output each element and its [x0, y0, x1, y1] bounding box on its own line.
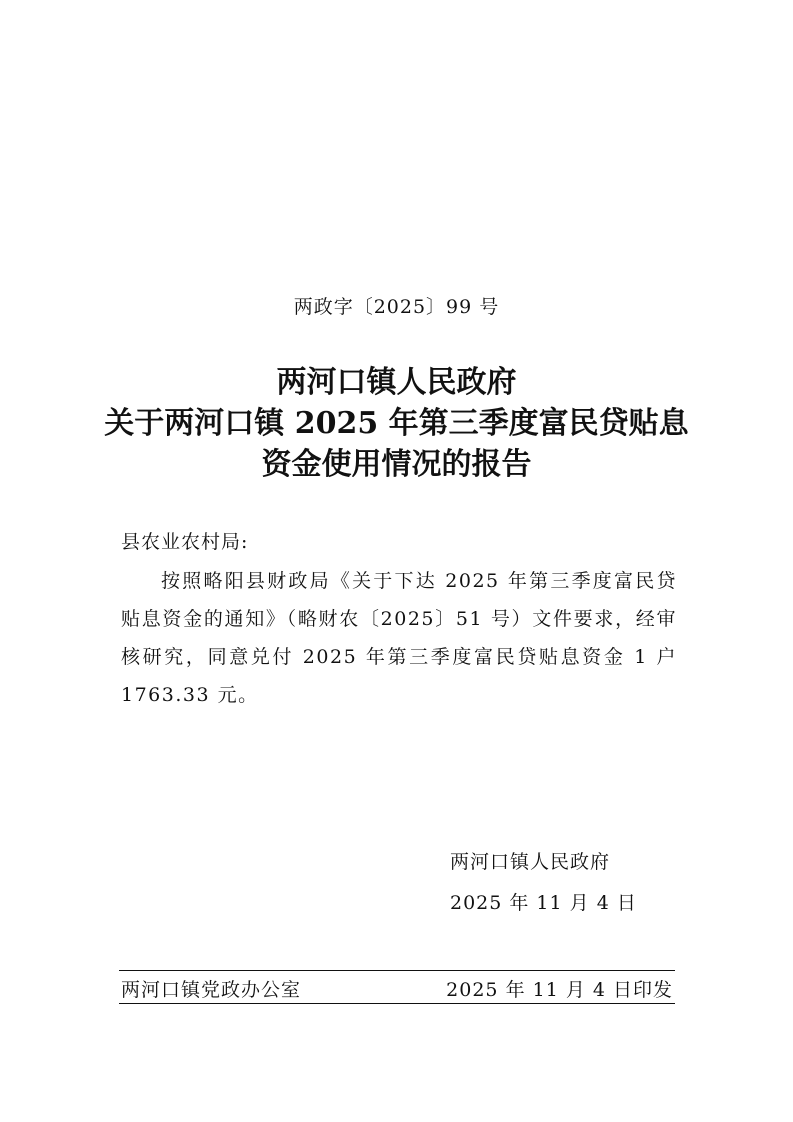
document-number: 两政字〔2025〕99 号: [293, 296, 500, 318]
signature-organization: 两河口镇人民政府: [450, 851, 611, 873]
title-line-2: 关于两河口镇 2025 年第三季度富民贷贴息: [104, 406, 689, 441]
footer-row: [121, 975, 673, 1002]
title-line-1: 两河口镇人民政府: [276, 365, 517, 400]
footer-divider-bottom: [119, 1003, 675, 1004]
footer-divider-top: [119, 970, 675, 971]
document-title: [0, 362, 793, 485]
body-paragraph: 按照略阳县财政局《关于下达 2025 年第三季度富民贷贴息资金的通知》（略财农〔2025〕51 号）文件要求，经审核研究，同意兑付 2025 年第三季度富民贷贴息资金 1 户 1763.33 元。: [121, 570, 677, 706]
signature-block: [450, 842, 637, 924]
addressee: 县农业农村局:: [121, 531, 249, 553]
title-line-3: 资金使用情况的报告: [261, 447, 532, 482]
footer-issuer: 两河口镇党政办公室: [121, 979, 302, 1001]
signature-date: 2025 年 11 月 4 日: [450, 892, 637, 914]
footer-print-date: 2025 年 11 月 4 日印发: [446, 979, 673, 1001]
